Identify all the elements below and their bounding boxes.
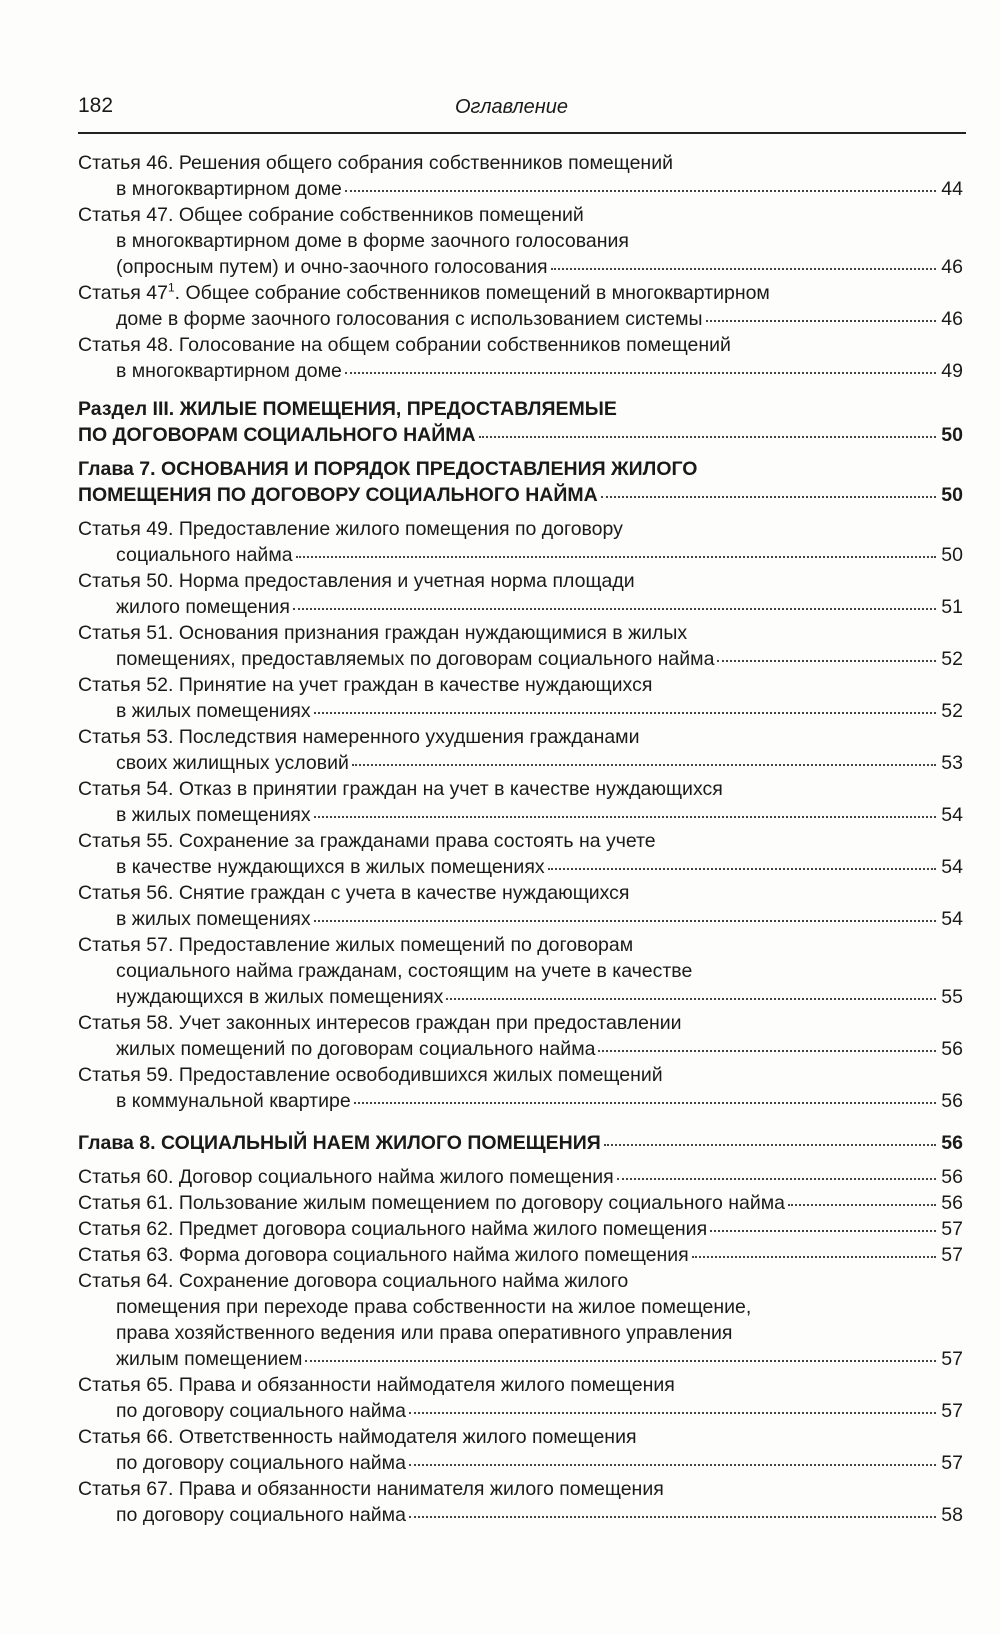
dot-leader xyxy=(314,920,936,922)
page-reference[interactable]: 56 xyxy=(941,1166,963,1188)
entry-prefix-text: Статья 64. xyxy=(78,1270,174,1292)
page-reference[interactable]: 57 xyxy=(941,1452,963,1474)
dot-leader xyxy=(617,1178,936,1180)
entry-title: жилым помещением xyxy=(116,1348,303,1370)
dot-leader xyxy=(345,190,936,192)
page-reference[interactable]: 50 xyxy=(941,544,963,566)
entry-prefix xyxy=(78,620,173,646)
entry-prefix xyxy=(78,1424,173,1450)
entry-title: по договору социального найма xyxy=(116,1452,406,1474)
entry-title: нуждающихся в жилых помещениях xyxy=(116,986,444,1008)
entry-prefix-text: Статья 46. xyxy=(78,152,174,174)
entry-title: в коммунальной квартире xyxy=(116,1090,351,1112)
page-reference[interactable]: 52 xyxy=(941,648,963,670)
entry-prefix xyxy=(78,1062,173,1088)
entry-prefix xyxy=(78,1130,156,1156)
toc-line xyxy=(78,1164,963,1190)
entry-title: в жилых помещениях xyxy=(116,908,311,930)
entry-prefix-text: Статья 65. xyxy=(78,1374,174,1396)
page-reference[interactable]: 46 xyxy=(941,308,963,330)
toc-entry xyxy=(78,332,963,384)
toc-line xyxy=(78,750,963,776)
entry-title: Учет законных интересов граждан при предоставлении xyxy=(178,1012,682,1034)
entry-title: права хозяйственного ведения или права оперативного управления xyxy=(116,1322,733,1344)
entry-title: Норма предоставления и учетная норма площади xyxy=(178,570,635,592)
toc-heading xyxy=(78,456,963,508)
page-header xyxy=(78,94,966,134)
page-reference[interactable]: 51 xyxy=(941,596,963,618)
page-reference[interactable]: 50 xyxy=(941,484,963,506)
dot-leader xyxy=(314,712,936,714)
toc-line xyxy=(78,482,963,508)
page-reference[interactable]: 54 xyxy=(941,908,963,930)
toc-heading xyxy=(78,396,963,448)
entry-prefix-text: Статья 63. xyxy=(78,1244,174,1266)
entry-prefix-text: Статья 56. xyxy=(78,882,174,904)
entry-title: Предоставление жилых помещений по договорам xyxy=(178,934,634,956)
table-of-contents xyxy=(78,150,963,1528)
entry-title: Права и обязанности наймодателя жилого помещения xyxy=(178,1374,675,1396)
entry-title: социального найма xyxy=(116,544,293,566)
toc-line xyxy=(78,1088,963,1114)
entry-title: Права и обязанности нанимателя жилого помещения xyxy=(178,1478,664,1500)
entry-title: социального найма гражданам, состоящим на учете в качестве xyxy=(116,960,693,982)
toc-line xyxy=(78,1294,963,1320)
entry-title: ЖИЛЫЕ ПОМЕЩЕНИЯ, ПРЕДОСТАВЛЯЕМЫЕ xyxy=(179,398,617,420)
entry-prefix-text: Статья 53. xyxy=(78,726,174,748)
toc-line xyxy=(78,1346,963,1372)
entry-prefix-text: Статья 47. xyxy=(78,204,174,226)
entry-title: в многоквартирном доме xyxy=(116,360,342,382)
entry-prefix-text: Статья 61. xyxy=(78,1192,174,1214)
entry-title: по договору социального найма xyxy=(116,1504,406,1526)
toc-line xyxy=(78,1242,963,1268)
entry-title: Предоставление жилого помещения по договору xyxy=(178,518,623,540)
toc-entry xyxy=(78,1010,963,1062)
toc-line xyxy=(78,1372,963,1398)
toc-entry xyxy=(78,724,963,776)
toc-line xyxy=(78,176,963,202)
entry-title: Решения общего собрания собственников помещений xyxy=(178,152,673,174)
toc-entry xyxy=(78,1372,963,1424)
toc-entry xyxy=(78,150,963,202)
toc-line xyxy=(78,306,963,332)
dot-leader xyxy=(352,764,936,766)
toc-entry xyxy=(78,776,963,828)
toc-line xyxy=(78,542,963,568)
entry-prefix xyxy=(78,456,156,482)
toc-line xyxy=(78,1320,963,1346)
entry-prefix-text: Статья 51. xyxy=(78,622,174,644)
toc-line xyxy=(78,1036,963,1062)
dot-leader xyxy=(446,998,936,1000)
dot-leader xyxy=(409,1516,936,1518)
toc-line xyxy=(78,724,963,750)
entry-title: Форма договора социального найма жилого помещения xyxy=(178,1244,689,1266)
page-reference[interactable]: 56 xyxy=(941,1192,963,1214)
toc-line xyxy=(78,202,963,228)
entry-prefix-text: Статья 50. xyxy=(78,570,174,592)
entry-prefix-text: Статья 52. xyxy=(78,674,174,696)
toc-entry xyxy=(78,1242,963,1268)
entry-prefix-text: Статья 66. xyxy=(78,1426,174,1448)
page-reference[interactable]: 56 xyxy=(941,1132,963,1154)
toc-line xyxy=(78,568,963,594)
entry-title: Отказ в принятии граждан на учет в качестве нуждающихся xyxy=(178,778,723,800)
toc-entry xyxy=(78,1424,963,1476)
page-reference[interactable]: 53 xyxy=(941,752,963,774)
page-reference[interactable]: 44 xyxy=(941,178,963,200)
toc-line xyxy=(78,1268,963,1294)
entry-prefix xyxy=(78,880,173,906)
page-reference[interactable]: 52 xyxy=(941,700,963,722)
page-number: 182 xyxy=(78,94,114,117)
toc-line xyxy=(78,880,963,906)
entry-title: в многоквартирном доме xyxy=(116,178,342,200)
dot-leader xyxy=(479,436,936,438)
entry-title: СОЦИАЛЬНЫЙ НАЕМ ЖИЛОГО ПОМЕЩЕНИЯ xyxy=(161,1132,601,1154)
entry-title: Принятие на учет граждан в качестве нуждающихся xyxy=(178,674,653,696)
dot-leader xyxy=(601,496,936,498)
entry-prefix-text: Глава 7. xyxy=(78,458,156,480)
entry-title: Общее собрание собственников помещений xyxy=(178,204,584,226)
toc-line xyxy=(78,1424,963,1450)
toc-line xyxy=(78,332,963,358)
entry-title: в качестве нуждающихся в жилых помещениях xyxy=(116,856,545,878)
toc-line xyxy=(78,280,963,306)
toc-entry xyxy=(78,1216,963,1242)
toc-line xyxy=(78,422,963,448)
page-reference[interactable]: 49 xyxy=(941,360,963,382)
entry-prefix-text: Статья 47 xyxy=(78,282,168,304)
entry-title: Предоставление освободившихся жилых помещений xyxy=(178,1064,663,1086)
toc-line xyxy=(78,1130,963,1156)
entry-title: в многоквартирном доме в форме заочного голосования xyxy=(116,230,629,252)
entry-prefix xyxy=(78,1164,173,1190)
toc-line xyxy=(78,698,963,724)
toc-entry xyxy=(78,1164,963,1190)
dot-leader xyxy=(717,660,936,662)
entry-title: ПО ДОГОВОРАМ СОЦИАЛЬНОГО НАЙМА xyxy=(78,424,476,446)
toc-entry xyxy=(78,1268,963,1372)
toc-line xyxy=(78,828,963,854)
page-reference[interactable]: 55 xyxy=(941,986,963,1008)
toc-entry xyxy=(78,516,963,568)
page-reference[interactable]: 56 xyxy=(941,1038,963,1060)
entry-title: Голосование на общем собрании собственников помещений xyxy=(178,334,731,356)
dot-leader xyxy=(604,1144,936,1146)
entry-prefix-superscript: 1 xyxy=(167,280,175,295)
dot-leader xyxy=(409,1464,936,1466)
entry-title: в жилых помещениях xyxy=(116,804,311,826)
toc-line xyxy=(78,516,963,542)
entry-prefix xyxy=(78,672,173,698)
toc-line xyxy=(78,456,963,482)
toc-line xyxy=(78,1476,963,1502)
entry-prefix-text: Статья 60. xyxy=(78,1166,174,1188)
toc-line xyxy=(78,1216,963,1242)
header-rule xyxy=(78,132,966,134)
entry-prefix-text: Статья 67. xyxy=(78,1478,174,1500)
toc-heading xyxy=(78,1130,963,1156)
entry-prefix xyxy=(78,1372,173,1398)
toc-line xyxy=(78,646,963,672)
entry-prefix xyxy=(78,332,173,358)
entry-prefix xyxy=(78,776,173,802)
entry-prefix-text: Глава 8. xyxy=(78,1132,156,1154)
toc-line xyxy=(78,776,963,802)
entry-prefix xyxy=(78,1242,173,1268)
dot-leader xyxy=(314,816,936,818)
entry-prefix xyxy=(78,1190,173,1216)
dot-leader xyxy=(293,608,936,610)
toc-line xyxy=(78,1398,963,1424)
dot-leader xyxy=(409,1412,936,1414)
dot-leader xyxy=(598,1050,936,1052)
entry-title: (опросным путем) и очно-заочного голосования xyxy=(116,256,548,278)
entry-title: своих жилищных условий xyxy=(116,752,349,774)
entry-title: доме в форме заочного голосования с использованием системы xyxy=(116,308,703,330)
entry-prefix-text: Статья 54. xyxy=(78,778,174,800)
entry-prefix-text: Статья 59. xyxy=(78,1064,174,1086)
entry-prefix-text: Статья 58. xyxy=(78,1012,174,1034)
entry-prefix-text: Статья 49. xyxy=(78,518,174,540)
toc-line xyxy=(78,958,963,984)
entry-prefix xyxy=(78,1010,173,1036)
entry-prefix xyxy=(78,516,173,542)
toc-line xyxy=(78,228,963,254)
toc-entry xyxy=(78,1062,963,1114)
dot-leader xyxy=(345,372,936,374)
entry-prefix xyxy=(78,724,173,750)
entry-prefix xyxy=(78,1216,173,1242)
entry-prefix xyxy=(78,280,180,306)
page-reference[interactable]: 58 xyxy=(941,1504,963,1526)
dot-leader xyxy=(551,268,936,270)
dot-leader xyxy=(788,1204,936,1206)
entry-title: Сохранение за гражданами права состоять на учете xyxy=(178,830,656,852)
entry-prefix xyxy=(78,1268,173,1294)
toc-line xyxy=(78,984,963,1010)
entry-prefix xyxy=(78,828,173,854)
toc-line xyxy=(78,620,963,646)
toc-entry xyxy=(78,880,963,932)
entry-title: в жилых помещениях xyxy=(116,700,311,722)
entry-prefix-suffix: . xyxy=(174,282,181,304)
toc-entry xyxy=(78,1190,963,1216)
page-reference[interactable]: 57 xyxy=(941,1218,963,1240)
entry-title: Сохранение договора социального найма жилого xyxy=(178,1270,629,1292)
toc-line xyxy=(78,1190,963,1216)
entry-prefix-text: Статья 48. xyxy=(78,334,174,356)
entry-prefix xyxy=(78,568,173,594)
entry-prefix xyxy=(78,396,174,422)
toc-line xyxy=(78,150,963,176)
toc-entry xyxy=(78,202,963,280)
page-reference[interactable]: 46 xyxy=(941,256,963,278)
entry-title: Предмет договора социального найма жилого помещения xyxy=(178,1218,708,1240)
page-reference[interactable]: 57 xyxy=(941,1244,963,1266)
entry-title: Последствия намеренного ухудшения гражданами xyxy=(178,726,640,748)
dot-leader xyxy=(706,320,936,322)
dot-leader xyxy=(305,1360,936,1362)
page-reference[interactable]: 57 xyxy=(941,1348,963,1370)
toc-entry xyxy=(78,932,963,1010)
toc-entry xyxy=(78,280,963,332)
toc-entry xyxy=(78,1476,963,1528)
entry-prefix xyxy=(78,150,173,176)
toc-line xyxy=(78,254,963,280)
toc-entry xyxy=(78,672,963,724)
toc-line xyxy=(78,906,963,932)
entry-prefix-text: Статья 57. xyxy=(78,934,174,956)
toc-entry xyxy=(78,568,963,620)
entry-prefix xyxy=(78,1476,173,1502)
entry-prefix xyxy=(78,202,173,228)
toc-line xyxy=(78,1450,963,1476)
dot-leader xyxy=(710,1230,936,1232)
toc-line xyxy=(78,802,963,828)
entry-title: ОСНОВАНИЯ И ПОРЯДОК ПРЕДОСТАВЛЕНИЯ ЖИЛОГО xyxy=(161,458,698,480)
entry-title: Договор социального найма жилого помещения xyxy=(178,1166,614,1188)
dot-leader xyxy=(548,868,936,870)
toc-line xyxy=(78,932,963,958)
entry-title: Общее собрание собственников помещений в многоквартирном xyxy=(185,282,770,304)
running-title: Оглавление xyxy=(455,96,569,118)
toc-line xyxy=(78,594,963,620)
dot-leader xyxy=(354,1102,936,1104)
toc-line xyxy=(78,358,963,384)
page-reference[interactable]: 56 xyxy=(941,1090,963,1112)
entry-title: Ответственность наймодателя жилого помещения xyxy=(178,1426,637,1448)
entry-title: Основания признания граждан нуждающимися в жилых xyxy=(178,622,688,644)
toc-line xyxy=(78,1062,963,1088)
entry-title: жилых помещений по договорам социального найма xyxy=(116,1038,596,1060)
entry-title: помещения при переходе права собственности на жилое помещение, xyxy=(116,1296,752,1318)
toc-entry xyxy=(78,620,963,672)
toc-line xyxy=(78,854,963,880)
page-reference[interactable]: 50 xyxy=(941,424,963,446)
toc-line xyxy=(78,1010,963,1036)
entry-prefix-text: Раздел III. xyxy=(78,398,175,420)
entry-title: Пользование жилым помещением по договору социального найма xyxy=(178,1192,785,1214)
toc-line xyxy=(78,396,963,422)
dot-leader xyxy=(296,556,936,558)
toc-entry xyxy=(78,828,963,880)
page-reference[interactable]: 57 xyxy=(941,1400,963,1422)
entry-title: жилого помещения xyxy=(116,596,290,618)
entry-prefix-text: Статья 55. xyxy=(78,830,174,852)
dot-leader xyxy=(692,1256,936,1258)
page-reference[interactable]: 54 xyxy=(941,856,963,878)
page-reference[interactable]: 54 xyxy=(941,804,963,826)
entry-title: по договору социального найма xyxy=(116,1400,406,1422)
entry-title: ПОМЕЩЕНИЯ ПО ДОГОВОРУ СОЦИАЛЬНОГО НАЙМА xyxy=(78,484,598,506)
entry-prefix xyxy=(78,932,173,958)
toc-line xyxy=(78,1502,963,1528)
entry-title: помещениях, предоставляемых по договорам социального найма xyxy=(116,648,715,670)
entry-title: Снятие граждан с учета в качестве нуждающихся xyxy=(178,882,630,904)
toc-line xyxy=(78,672,963,698)
entry-prefix-text: Статья 62. xyxy=(78,1218,174,1240)
